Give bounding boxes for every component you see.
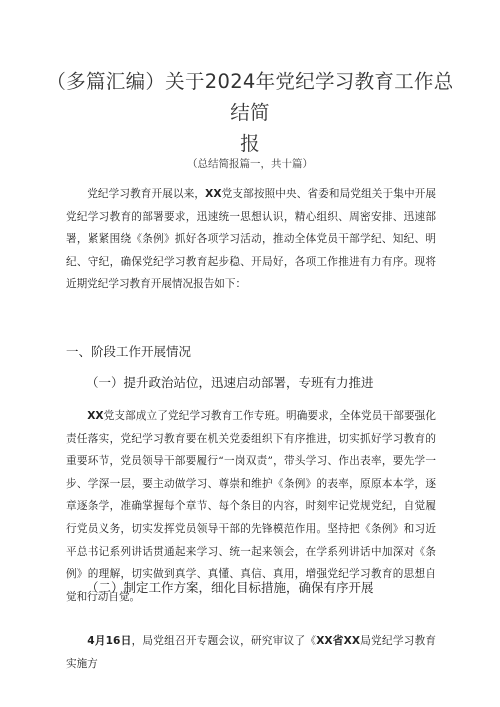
intro-paragraph [66, 183, 436, 296]
para3-body-text: 局党纪学习教育实施方 [66, 635, 437, 670]
intro-org-name: XX [205, 188, 222, 200]
intro-body-text: 党支部按照中央、省委和局党组关于集中开展党纪学习教育的部署要求，迅速统一思想认识，精心组织、周密安排、迅速部署，紧紧围绕《条例》抓好各项学习活动，推动全体党员干部学纪、知纪、明纪、守纪，确保党纪学习教育起步稳、开局好，各项工作推进有力有序。现将近期党纪学习教育开展情况报告如下： [66, 188, 437, 291]
title-line-1: （多篇汇编）关于2024年党纪学习教育工作总结简 [46, 70, 454, 124]
para3-org-name: XX省XX [316, 635, 360, 647]
document-title [40, 66, 460, 159]
document-subtitle: （总结简报篇一，共十篇） [187, 158, 313, 170]
para2-body-text: 党支部成立了党纪学习教育工作专班。明确要求，全体党员干部要强化责任落实，党纪学习教育要在机关党委组织下有序推进，切实抓好学习教育的重要环节，党员领导干部要履行“一岗双责”，带头学习、作出表率，要先学一步、学深一层，要主动做学习、尊崇和维护《条例》的表率，原原本本学，逐章逐条学，准确掌握每个章节、每个条目的内容，时刻牢记党规党纪，自觉履行党员义务，切实发挥党员领导干部的先锋模范作用。坚持把《条例》和习近平总书记系列讲话贯通起来学习、统一起来领会，在学系列讲话中加深对《条例》的理解，切实做到真学、真懂、真信、真用，增强党纪学习教育的思想自觉和行动自觉。 [66, 410, 436, 603]
body-paragraph-2 [66, 405, 436, 608]
para2-org-name: XX [87, 410, 104, 422]
para3-date: 4月16日 [87, 635, 132, 647]
subsection-heading-2: （二）制定工作方案，细化目标措施，确保有序开展 [86, 580, 374, 595]
intro-lead-text: 党纪学习教育开展以来， [87, 188, 206, 200]
title-line-2: 报 [240, 132, 260, 155]
para3-mid-text: ，局党组召开专题会议，研究审议了《 [131, 635, 317, 647]
section-heading-1: 一、阶段工作开展情况 [66, 344, 192, 359]
body-paragraph-3 [66, 630, 436, 675]
subsection-heading-1: （一）提升政治站位，迅速启动部署，专班有力推进 [86, 375, 374, 390]
